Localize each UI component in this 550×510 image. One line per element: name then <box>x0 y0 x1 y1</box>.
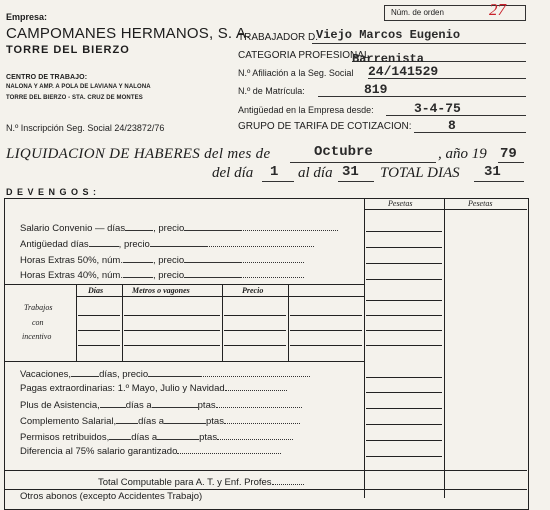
horas40-precio-label: , precio <box>152 270 185 281</box>
grupo-value: 8 <box>448 118 456 133</box>
antiguedad-value: 3-4-75 <box>414 101 461 116</box>
permisos-ptas-label: ptas <box>199 432 218 443</box>
trabajador-label: TRABAJADOR D. <box>238 32 319 43</box>
antiguedad-row <box>20 237 314 250</box>
grupo-label: GRUPO DE TARIFA DE COTIZACION: <box>238 121 412 132</box>
orden-box <box>384 0 526 21</box>
col-pesetas-1: Pesetas <box>388 199 413 208</box>
orden-value: 27 <box>489 0 506 19</box>
liquidacion-title: LIQUIDACION DE HABERES del mes de <box>6 146 271 162</box>
diferencia-row <box>20 445 281 457</box>
afiliacion-label: N.º Afiliación a la Seg. Social <box>238 68 354 78</box>
devengos-title: D E V E N G O S : <box>6 187 98 197</box>
total-dias-label: TOTAL DIAS <box>380 165 460 181</box>
otros-label: Otros abonos (excepto Accidentes Trabajo) <box>20 491 203 502</box>
centro-label: CENTRO DE TRABAJO: <box>6 74 88 81</box>
permisos-row <box>20 430 293 443</box>
total-computable-label: Total Computable para A. T. y Enf. Profes <box>98 477 272 488</box>
ano-label: , año 19 <box>438 146 487 162</box>
horas40-label: Horas Extras 40%, núm. <box>20 270 123 281</box>
permisos-dias-label: días a <box>131 432 158 443</box>
complemento-dias-label: días a <box>138 416 164 427</box>
salario-precio-label: , precio <box>153 223 185 234</box>
centro-line-2: TORRE DEL BIERZO - STA. CRUZ DE MONTES <box>6 95 143 101</box>
company-name: CAMPOMANES HERMANOS, S. A. <box>6 25 251 42</box>
salario-label: Salario Convenio — días <box>20 223 126 234</box>
sub-metros: Metros o vagones <box>132 286 190 295</box>
centro-line-1: NALONA Y AMP. A POLA DE LAVIANA Y NALONA <box>6 84 151 90</box>
plus-label: Plus de Asistencia, <box>20 400 100 411</box>
matricula-value: 819 <box>364 82 388 97</box>
inscripcion-ss: N.º Inscripción Seg. Social 24/23872/76 <box>6 123 165 133</box>
total-dias-value: 31 <box>484 164 501 180</box>
pagas-row <box>20 382 287 394</box>
antiguedad-precio-label: , precio <box>118 239 150 250</box>
horas40-row <box>20 268 304 281</box>
complemento-ptas-label: ptas <box>206 416 224 427</box>
mes-value: Octubre <box>314 144 373 160</box>
trabajos-label-2: con <box>32 318 44 327</box>
complemento-label: Complemento Salarial, <box>20 416 117 427</box>
diferencia-label: Diferencia al 75% salario garantizado <box>20 446 178 457</box>
categoria-label: CATEGORIA PROFESIONAL <box>238 50 370 61</box>
antiguedad-row-label: Antigüedad días <box>20 239 89 250</box>
total-computable-row <box>98 476 304 488</box>
sub-dias: Días <box>88 286 104 295</box>
permisos-label: Permisos retribuidos, <box>20 432 110 443</box>
complemento-row <box>20 414 300 427</box>
trabajador-value: Viejo Marcos Eugenio <box>316 28 461 42</box>
categoria-value: Barrenista <box>352 52 425 66</box>
salario-row <box>20 221 338 234</box>
trabajos-label-1: Trabajos <box>24 303 53 312</box>
horas50-precio-label: , precio <box>152 255 185 266</box>
col-pesetas-2: Pesetas <box>468 199 493 208</box>
vacaciones-label: Vacaciones, <box>20 369 72 380</box>
del-dia-value: 1 <box>270 164 279 180</box>
horas50-row <box>20 253 304 266</box>
company-subtitle: TORRE DEL BIERZO <box>6 44 130 56</box>
afiliacion-value: 24/141529 <box>368 64 439 79</box>
trabajos-label-3: incentivo <box>22 332 52 341</box>
al-dia-value: 31 <box>342 164 359 180</box>
vacaciones-dias-label: días, precio <box>99 369 149 380</box>
orden-label: Núm. de orden <box>391 8 444 17</box>
antiguedad-label: Antigüedad en la Empresa desde: <box>238 105 374 115</box>
al-dia-label: al día <box>298 165 333 181</box>
plus-row <box>20 398 302 411</box>
plus-dias-label: días a <box>125 400 152 411</box>
empresa-label: Empresa: <box>6 12 48 22</box>
matricula-label: N.º de Matrícula: <box>238 86 305 96</box>
otros-row <box>20 491 202 502</box>
plus-ptas-label: ptas <box>197 400 216 411</box>
del-dia-label: del día <box>212 165 254 181</box>
sub-precio: Precio <box>242 286 264 295</box>
ano-value: 79 <box>500 146 517 162</box>
vacaciones-row <box>20 367 310 380</box>
pagas-label: Pagas extraordinarias: 1.º Mayo, Julio y Navidad <box>20 383 225 394</box>
horas50-label: Horas Extras 50%, núm. <box>20 255 123 266</box>
